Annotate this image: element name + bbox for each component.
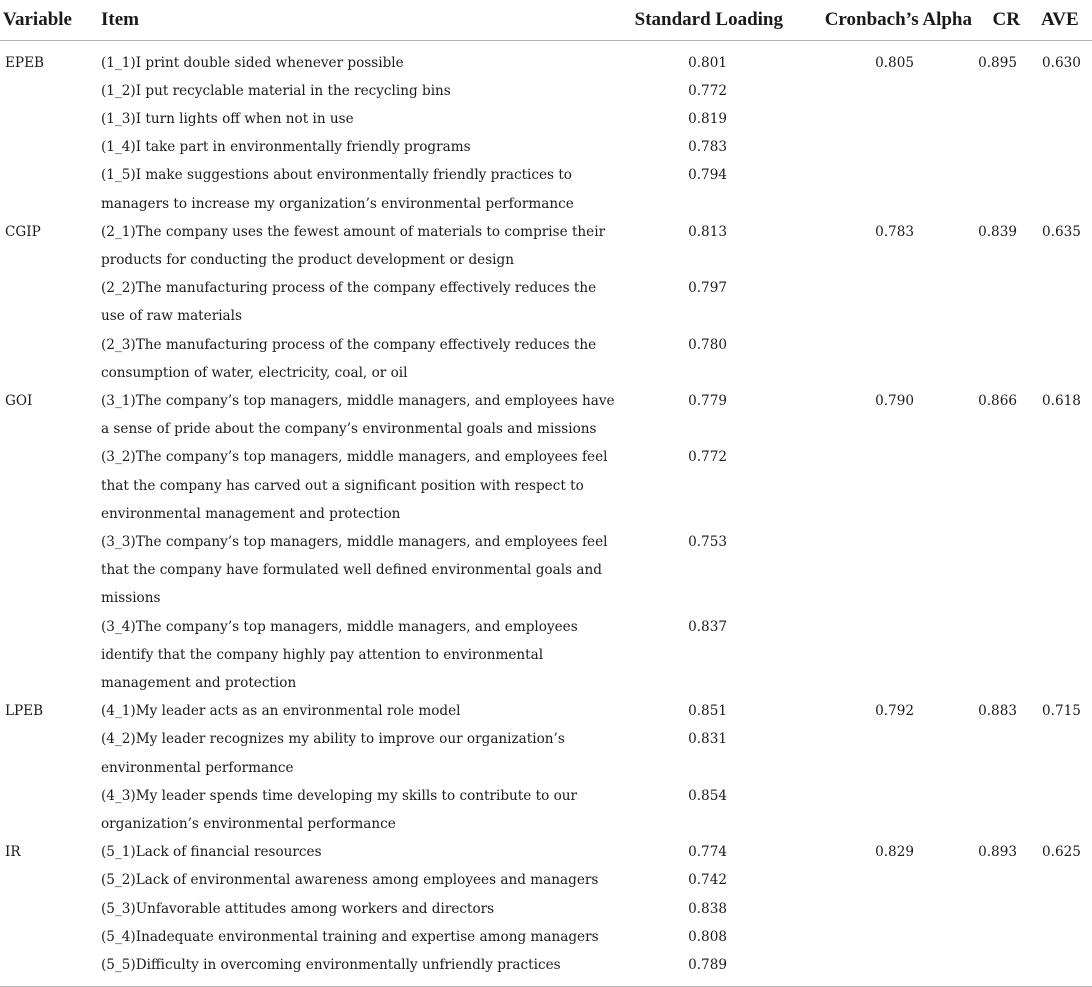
cell-variable — [0, 923, 101, 951]
cell-cr — [977, 331, 1039, 387]
cell-item: (2_2)The manufacturing process of the company effectively reduces the use of raw materials — [101, 280, 597, 325]
cell-variable — [0, 331, 101, 387]
cell-standard-loading: 0.772 — [688, 449, 727, 466]
cell-variable — [0, 613, 101, 698]
cell-standard-loading: 0.774 — [688, 844, 727, 861]
cell-item: (3_4)The company’s top managers, middle managers, and employees identify that the company highly pay attention to environmental management and protection — [101, 618, 578, 691]
cell-cr: 0.883 — [978, 703, 1017, 720]
cell-cronbachs-alpha — [810, 725, 977, 781]
cell-cronbachs-alpha — [810, 77, 977, 105]
cell-cr — [977, 528, 1039, 613]
cell-standard-loading: 0.851 — [688, 703, 727, 720]
cell-cronbachs-alpha: 0.790 — [875, 392, 914, 409]
cell-standard-loading: 0.779 — [688, 392, 727, 409]
cell-cronbachs-alpha — [810, 951, 977, 987]
cell-item: (5_4)Inadequate environmental training and expertise among managers — [101, 928, 599, 945]
cell-variable — [0, 77, 101, 105]
cell-item: (4_3)My leader spends time developing my skills to contribute to our organization’s environmental performance — [101, 787, 578, 832]
table-row — [0, 838, 1092, 866]
table-row — [0, 782, 1092, 838]
cell-cr — [977, 866, 1039, 894]
cell-standard-loading: 0.838 — [688, 900, 727, 917]
cell-ave — [1039, 274, 1092, 330]
cell-ave — [1039, 613, 1092, 698]
header-cr: CR — [977, 0, 1039, 40]
cell-variable — [0, 782, 101, 838]
cell-item: (2_3)The manufacturing process of the company effectively reduces the consumption of water, electricity, coal, or oil — [101, 336, 597, 381]
cell-variable: GOI — [5, 392, 33, 409]
header-row — [0, 0, 1092, 40]
cell-standard-loading: 0.753 — [688, 533, 727, 550]
cell-item: (2_1)The company uses the fewest amount of materials to comprise their products for conducting the product development or design — [101, 223, 606, 268]
cell-standard-loading: 0.837 — [688, 618, 727, 635]
cell-standard-loading: 0.783 — [688, 139, 727, 156]
cell-cr: 0.866 — [978, 392, 1017, 409]
cell-cr — [977, 951, 1039, 987]
cell-standard-loading: 0.808 — [688, 928, 727, 945]
table-row — [0, 77, 1092, 105]
cell-item: (5_5)Difficulty in overcoming environmentally unfriendly practices — [101, 951, 624, 987]
cell-item: (1_2)I put recyclable material in the recycling bins — [101, 82, 451, 99]
cell-standard-loading: 0.813 — [688, 223, 727, 240]
cell-item: (1_5)I make suggestions about environmentally friendly practices to managers to increase my organization’s environmental performance — [101, 167, 574, 212]
table-row — [0, 105, 1092, 133]
cell-cronbachs-alpha — [810, 923, 977, 951]
table-row — [0, 951, 1092, 987]
table-row — [0, 387, 1092, 443]
cell-item: (1_3)I turn lights off when not in use — [101, 110, 354, 127]
cell-ave — [1039, 331, 1092, 387]
cell-ave — [1039, 866, 1092, 894]
table-row — [0, 725, 1092, 781]
cell-variable: IR — [5, 844, 21, 861]
cell-ave: 0.630 — [1042, 54, 1081, 71]
cell-variable — [0, 161, 101, 217]
cell-cr — [977, 725, 1039, 781]
cell-ave — [1039, 105, 1092, 133]
cell-ave — [1039, 895, 1092, 923]
cell-ave — [1039, 133, 1092, 161]
cell-ave: 0.635 — [1042, 223, 1081, 240]
table-row — [0, 133, 1092, 161]
cell-standard-loading: 0.801 — [688, 54, 727, 71]
table-row — [0, 613, 1092, 698]
cell-ave — [1039, 161, 1092, 217]
cell-cronbachs-alpha: 0.792 — [875, 703, 914, 720]
cell-cronbachs-alpha — [810, 274, 977, 330]
cell-cronbachs-alpha — [810, 528, 977, 613]
cell-variable: CGIP — [5, 223, 41, 240]
cell-cr — [977, 133, 1039, 161]
table-row — [0, 274, 1092, 330]
table-row — [0, 40, 1092, 77]
table-row — [0, 528, 1092, 613]
cell-cronbachs-alpha — [810, 613, 977, 698]
cell-cr — [977, 105, 1039, 133]
cell-item: (4_2)My leader recognizes my ability to improve our organization’s environmental performance — [101, 731, 565, 776]
cell-cronbachs-alpha — [810, 443, 977, 528]
cell-variable — [0, 725, 101, 781]
cell-ave — [1039, 77, 1092, 105]
table-header — [0, 0, 1092, 40]
cell-cronbachs-alpha: 0.783 — [875, 223, 914, 240]
table-body — [0, 40, 1092, 987]
header-ave: AVE — [1039, 0, 1092, 40]
cell-cronbachs-alpha — [810, 866, 977, 894]
cell-item: (5_3)Unfavorable attitudes among workers and directors — [101, 900, 495, 917]
cell-cr — [977, 274, 1039, 330]
cell-item: (3_2)The company’s top managers, middle managers, and employees feel that the company has carved out a significant position with respect to environmental management and protection — [101, 449, 608, 522]
cell-ave: 0.618 — [1042, 392, 1081, 409]
cell-cronbachs-alpha — [810, 105, 977, 133]
cell-cronbachs-alpha: 0.805 — [875, 54, 914, 71]
cell-cr — [977, 923, 1039, 951]
cell-standard-loading: 0.794 — [688, 167, 727, 184]
cell-standard-loading: 0.797 — [688, 280, 727, 297]
cell-cr — [977, 782, 1039, 838]
header-item: Item — [101, 0, 624, 40]
header-standard-loading: Standard Loading — [624, 0, 810, 40]
cell-variable — [0, 895, 101, 923]
cell-ave — [1039, 923, 1092, 951]
cell-standard-loading: 0.772 — [688, 82, 727, 99]
cell-standard-loading: 0.742 — [688, 872, 727, 889]
cell-cronbachs-alpha: 0.829 — [875, 844, 914, 861]
cell-cronbachs-alpha — [810, 161, 977, 217]
cell-standard-loading: 0.831 — [688, 731, 727, 748]
cell-cr: 0.893 — [978, 844, 1017, 861]
cell-standard-loading: 0.854 — [688, 787, 727, 804]
table-row — [0, 697, 1092, 725]
cell-cr — [977, 77, 1039, 105]
table-row — [0, 218, 1092, 274]
cell-variable — [0, 105, 101, 133]
cell-standard-loading: 0.780 — [688, 336, 727, 353]
cell-cronbachs-alpha — [810, 331, 977, 387]
cell-item: (5_1)Lack of financial resources — [101, 844, 322, 861]
table-row — [0, 866, 1092, 894]
cell-cronbachs-alpha — [810, 133, 977, 161]
cell-cronbachs-alpha — [810, 782, 977, 838]
header-cronbachs-alpha: Cronbach’s Alpha — [810, 0, 977, 40]
table-row — [0, 331, 1092, 387]
cell-variable — [0, 133, 101, 161]
cell-standard-loading: 0.789 — [624, 951, 810, 987]
table-row — [0, 895, 1092, 923]
cell-variable — [0, 274, 101, 330]
header-variable: Variable — [0, 0, 101, 40]
cell-cr: 0.839 — [978, 223, 1017, 240]
cell-ave — [1039, 782, 1092, 838]
cell-cr — [977, 443, 1039, 528]
table-row — [0, 923, 1092, 951]
cell-ave: 0.625 — [1042, 844, 1081, 861]
cell-ave — [1039, 443, 1092, 528]
cell-variable — [0, 951, 101, 987]
cell-ave: 0.715 — [1042, 703, 1081, 720]
table-row — [0, 161, 1092, 217]
cell-item: (5_2)Lack of environmental awareness among employees and managers — [101, 872, 599, 889]
cell-variable — [0, 443, 101, 528]
cell-item: (3_1)The company’s top managers, middle managers, and employees have a sense of pride about the company’s environmental goals and missions — [101, 392, 615, 438]
cell-standard-loading: 0.819 — [688, 110, 727, 127]
cell-cr — [977, 161, 1039, 217]
cell-variable — [0, 866, 101, 894]
cell-item: (1_1)I print double sided whenever possible — [101, 54, 404, 71]
cell-variable: EPEB — [5, 54, 44, 71]
table-row — [0, 443, 1092, 528]
cell-cr — [977, 613, 1039, 698]
cell-item: (1_4)I take part in environmentally friendly programs — [101, 139, 471, 156]
cell-cronbachs-alpha — [810, 895, 977, 923]
cell-ave — [1039, 951, 1092, 987]
cell-variable — [0, 528, 101, 613]
cell-ave — [1039, 725, 1092, 781]
cell-cr: 0.895 — [978, 54, 1017, 71]
cell-variable: LPEB — [5, 703, 44, 720]
cell-item: (3_3)The company’s top managers, middle managers, and employees feel that the company have formulated well defined environmental goals and missions — [101, 533, 608, 607]
cell-ave — [1039, 528, 1092, 613]
cell-cr — [977, 895, 1039, 923]
cell-item: (4_1)My leader acts as an environmental role model — [101, 703, 461, 720]
